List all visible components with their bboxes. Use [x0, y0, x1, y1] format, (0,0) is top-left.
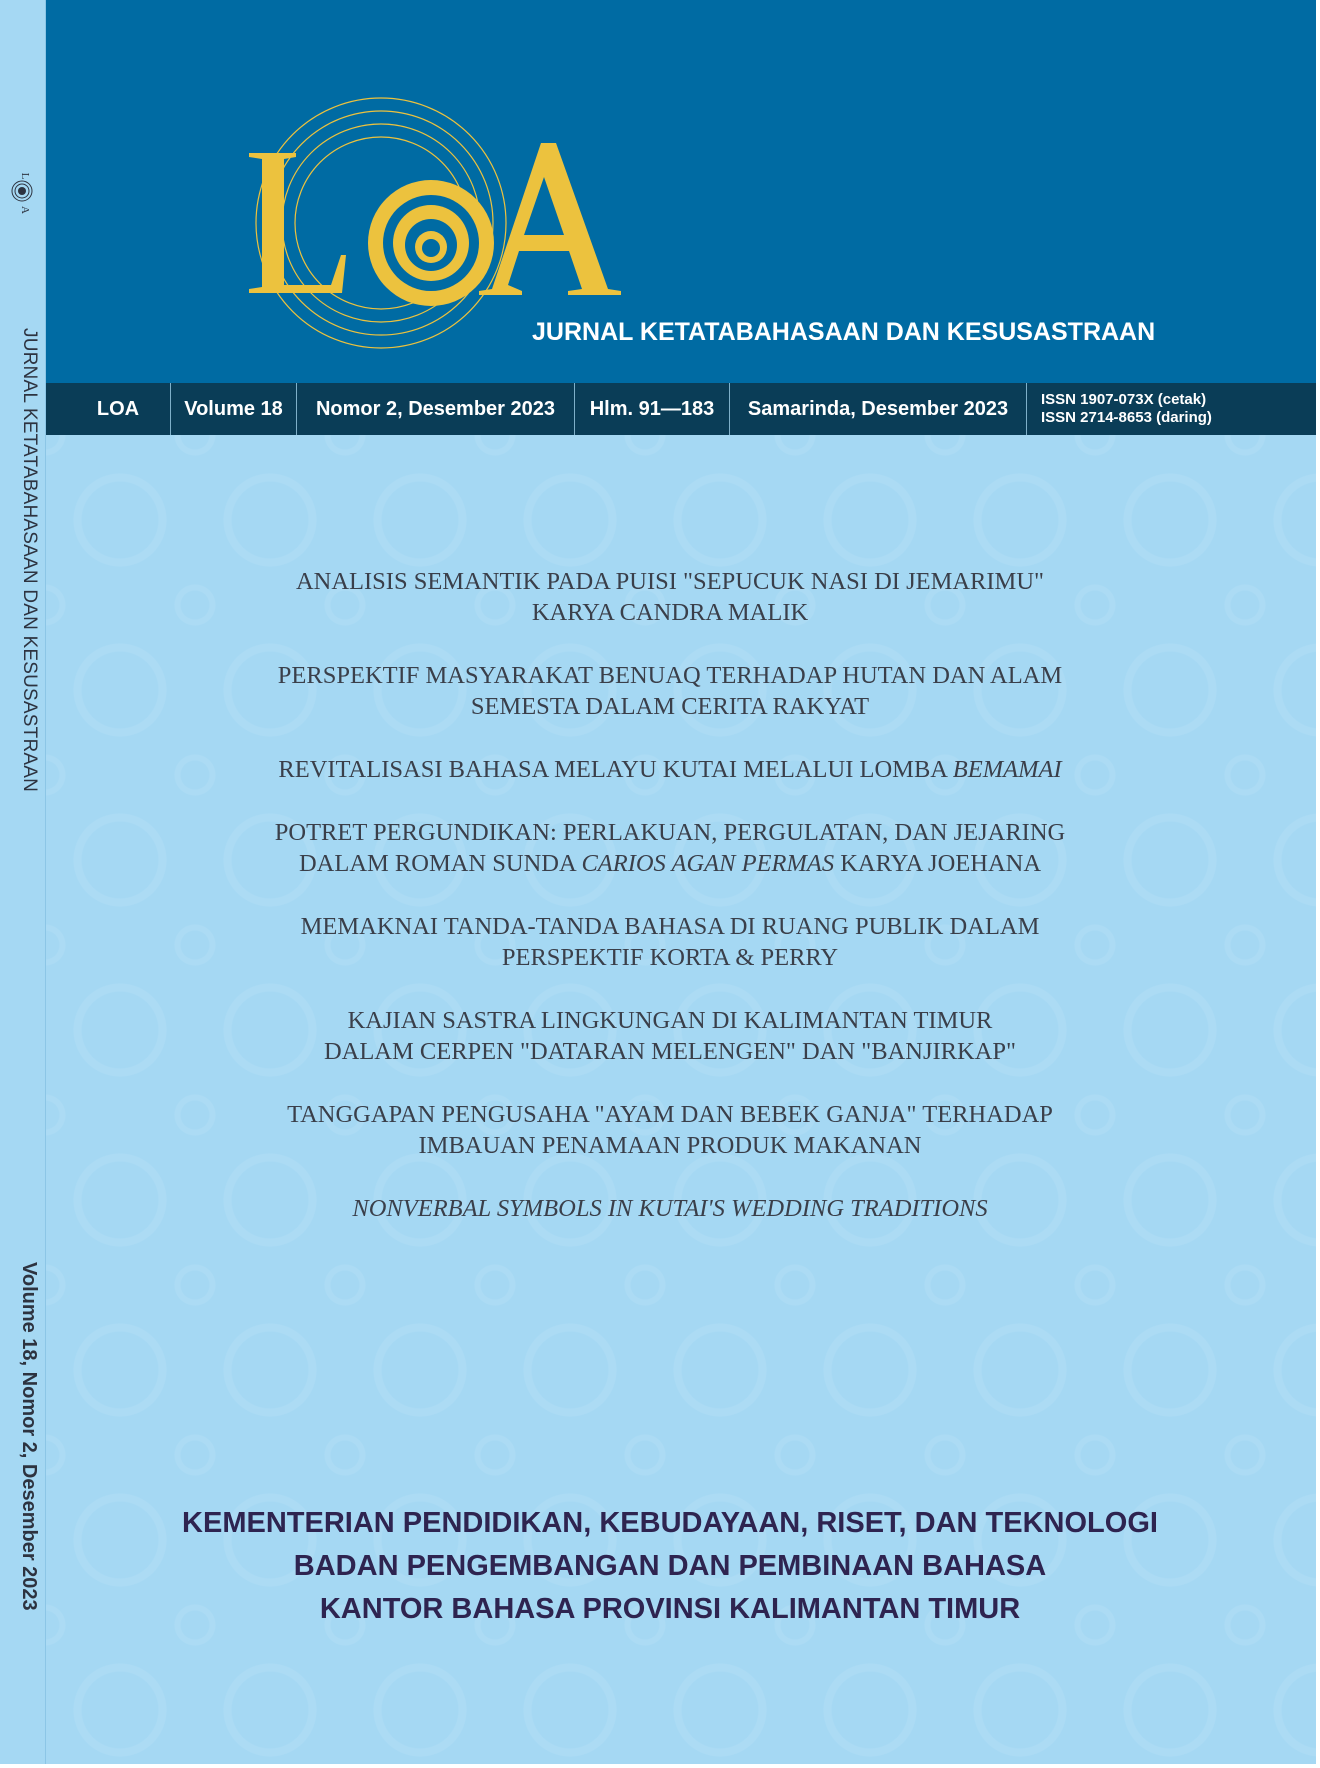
svg-text:A: A: [19, 206, 31, 214]
publisher-block: [45, 1502, 1295, 1631]
svg-text:L: L: [19, 172, 31, 180]
info-abbr: LOA: [96, 397, 140, 420]
issn-print: ISSN 1907-073X (cetak): [1041, 391, 1207, 408]
header-band: [46, 0, 1316, 383]
article-title: ANALISIS SEMANTIK PADA PUISI "SEPUCUK NASI DI JEMARIMU" KARYA CANDRA MALIK: [295, 568, 1045, 626]
article-title: MEMAKNAI TANDA-TANDA BAHASA DI RUANG PUBLIK DALAM PERSPEKTIF KORTA & PERRY: [300, 913, 1040, 971]
info-pages: Hlm. 91—183: [574, 383, 729, 435]
article-title: PERSPEKTIF MASYARAKAT BENUAQ TERHADAP HUTAN DAN ALAM SEMESTA DALAM CERITA RAKYAT: [277, 662, 1063, 720]
issn-online: ISSN 2714-8653 (daring): [1041, 409, 1212, 426]
article-title: REVITALISASI BAHASA MELAYU KUTAI MELALUI LOMBA BEMAMAI: [278, 756, 1062, 783]
article-title: KAJIAN SASTRA LINGKUNGAN DI KALIMANTAN TIMUR DALAM CERPEN "DATARAN MELENGEN" DAN "BANJIRKAP": [323, 1007, 1017, 1065]
info-volume: Volume 18: [170, 383, 296, 435]
article-title: POTRET PERGUNDIKAN: PERLAKUAN, PERGULATAN, DAN JEJARING DALAM ROMAN SUNDA CARIOS AGAN PERMAS KARYA JOEHANA: [274, 819, 1066, 877]
publisher-ministry: KEMENTERIAN PENDIDIKAN, KEBUDAYAAN, RISET, DAN TEKNOLOGI: [182, 1507, 1158, 1539]
article-title: NONVERBAL SYMBOLS IN KUTAI'S WEDDING TRADITIONS: [352, 1195, 988, 1222]
spine: [0, 0, 46, 1764]
issue-info-bar: [46, 383, 1316, 435]
spine-issue: Volume 18, Nomor 2, Desember 2023: [18, 1262, 40, 1611]
publisher-agency: BADAN PENGEMBANGAN DAN PEMBINAAN BAHASA: [293, 1550, 1047, 1582]
spine-logo-icon: [10, 166, 34, 216]
info-issn: [1026, 383, 1316, 435]
info-place-date: Samarinda, Desember 2023: [729, 383, 1026, 435]
publisher-office: KANTOR BAHASA PROVINSI KALIMANTAN TIMUR: [319, 1593, 1021, 1625]
info-issue: Nomor 2, Desember 2023: [296, 383, 574, 435]
spine-title: JURNAL KETATABAHASAAN DAN KESUSASTRAAN: [19, 328, 40, 793]
article-list: [45, 566, 1295, 1256]
article-title: TANGGAPAN PENGUSAHA "AYAM DAN BEBEK GANJA" TERHADAP IMBAUAN PENAMAAN PRODUK MAKANAN: [287, 1101, 1053, 1159]
journal-subtitle: JURNAL KETATABAHASAAN DAN KESUSASTRAAN: [532, 318, 1156, 346]
